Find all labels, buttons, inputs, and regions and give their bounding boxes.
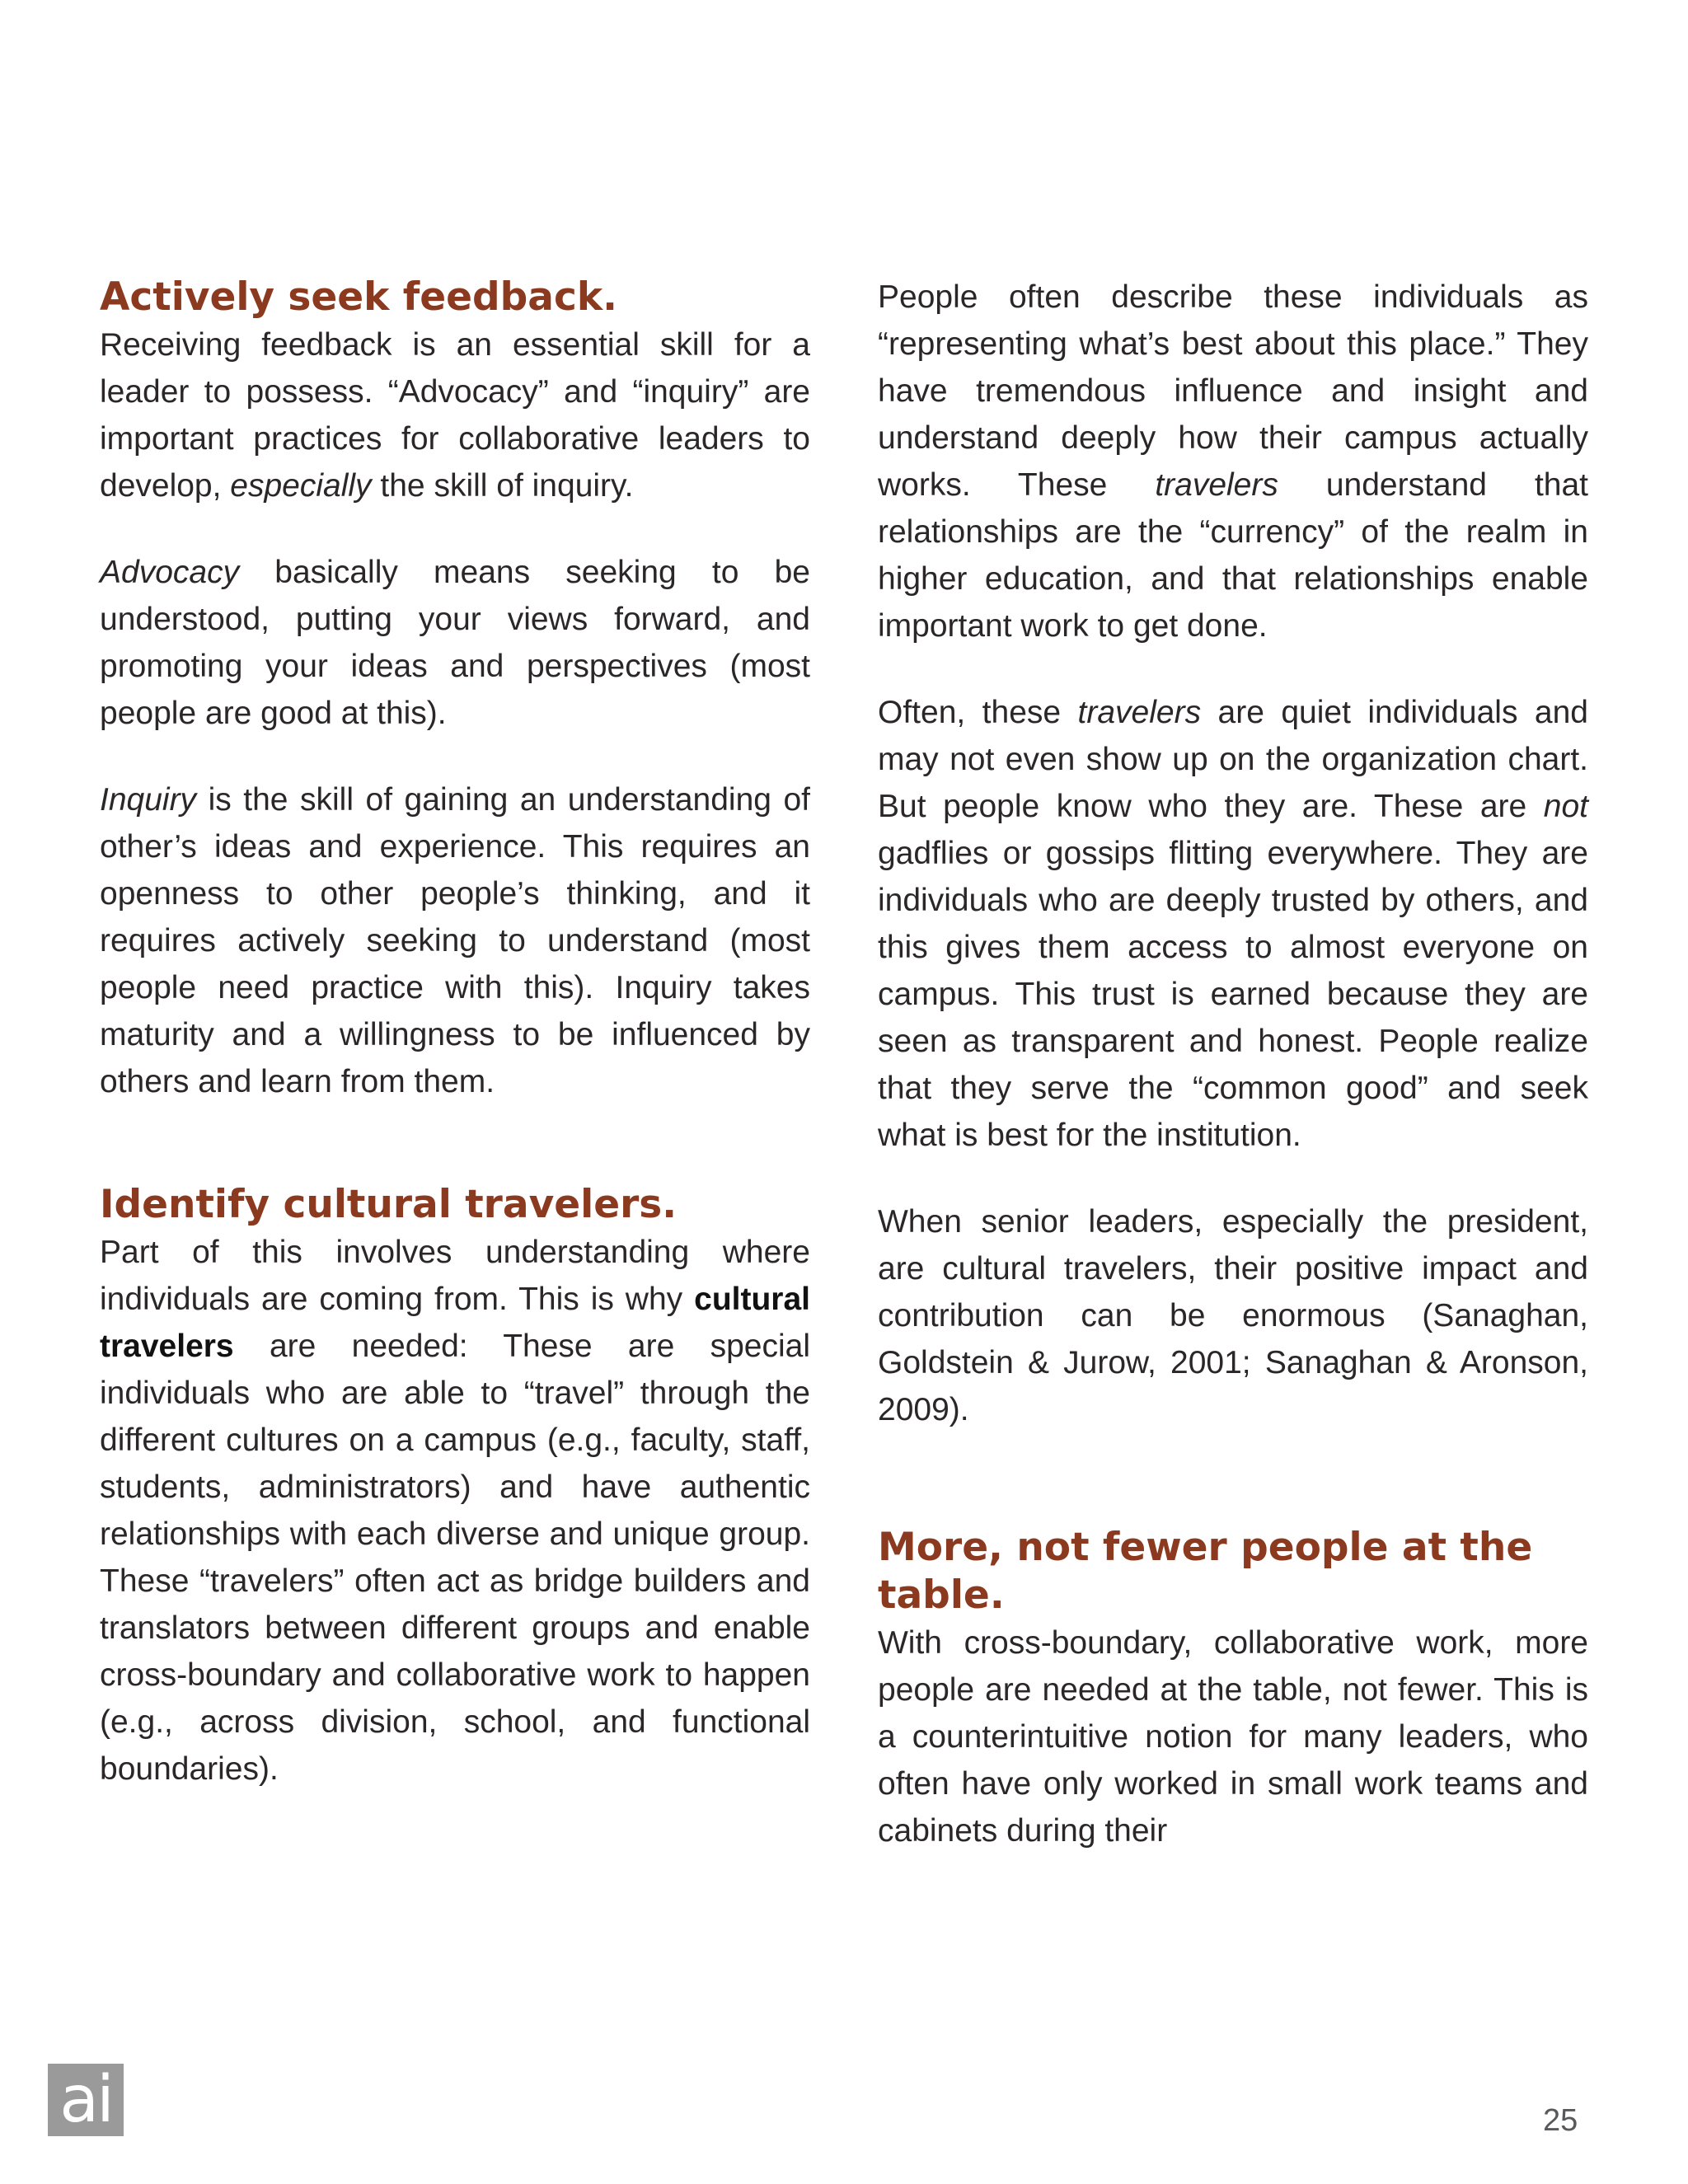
paragraph-quiet-individuals: Often, these travelers are quiet individuals and may not even show up on the organization chart. But people know who they are. These are not gadflies or gossips flitting everywhere. They are individuals who are deeply trusted by others, and this gives them access to almost everyone on campus. This trust is earned because they are seen as transparent and honest. People realize that they serve the “common good” and seek what is best for the institution.	[878, 695, 1588, 1153]
paragraph-representing-best: People often describe these individuals as “representing what’s best about this place.” They have tremendous influence and insight and understand deeply how their campus actually works. These travelers understand that relationships are the “currency” of the realm in higher education, and that relationships enable important work to get done.	[878, 279, 1588, 644]
page-number: 25	[1543, 2103, 1578, 2138]
heading-actively-seek-feedback: Actively seek feedback.	[100, 274, 617, 320]
right-column	[878, 274, 1588, 1894]
paragraph-cross-boundary: With cross-boundary, collaborative work, more people are needed at the table, not fewer. This is a counterintuitive notion for many leaders, who often have only worked in small work teams and cabinets during their	[878, 1625, 1588, 1849]
paragraph-cultural-travelers: Part of this involves understanding where individuals are coming from. This is why cultural travelers are needed: These are special individuals who are able to “travel” through the different cultures on a campus (e.g., faculty, staff, students, administrators) and have authentic relationships with each diverse and unique group. These “travelers” often act as bridge builders and translators between different groups and enable cross-boundary and collaborative work to happen (e.g., across division, school, and functional boundaries).	[100, 1235, 810, 1787]
heading-identify-cultural-travelers: Identify cultural travelers.	[100, 1182, 678, 1227]
paragraph-advocacy: Advocacy basically means seeking to be understood, putting your views forward, and promoting your ideas and perspectives (most people are good at this).	[100, 555, 811, 731]
ai-logo: ai	[48, 2064, 124, 2136]
heading-more-people-at-table: More, not fewer people at the table.	[878, 1525, 1533, 1618]
paragraph-receiving-feedback: Receiving feedback is an essential skill for a leader to possess. “Advocacy” and “inquiry” are important practices for collaborative leaders to develop, especially the skill of inquiry.	[100, 327, 810, 504]
left-column	[100, 274, 810, 1832]
paragraph-inquiry: Inquiry is the skill of gaining an understanding of other’s ideas and experience. This requires an openness to other people’s thinking, and it requires actively seeking to understand (most people need practice with this). Inquiry takes maturity and a willingness to be influenced by others and learn from them.	[100, 782, 810, 1099]
paragraph-senior-leaders: When senior leaders, especially the president, are cultural travelers, their positive impact and contribution can be enormous (Sanaghan, Goldstein & Jurow, 2001; Sanaghan & Aronson, 2009).	[878, 1204, 1588, 1427]
